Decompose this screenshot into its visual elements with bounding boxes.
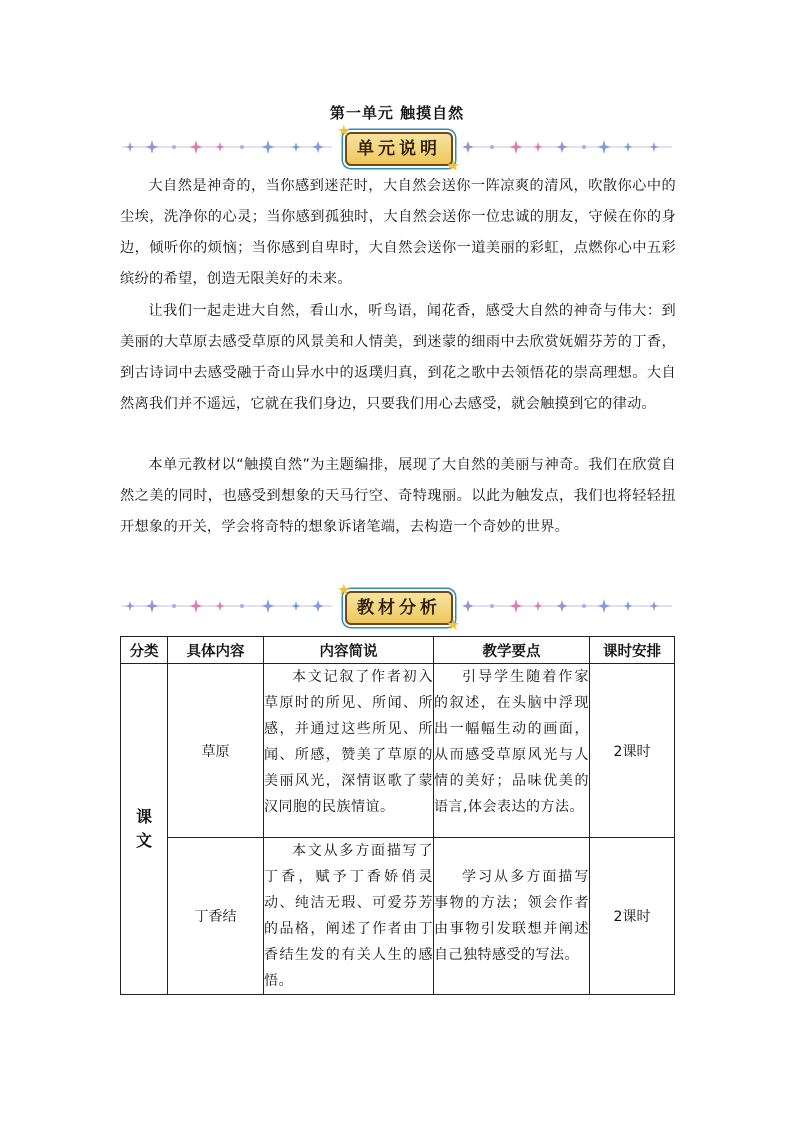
category-cell: 课文	[121, 664, 168, 995]
header-content: 具体内容	[168, 637, 264, 664]
intro-paragraph-3: 本单元教材以“触摸自然”为主题编排，展现了大自然的美丽与神奇。我们在欣赏自然之美的同时，也感受到想象的天马行空、奇特瑰丽。以此为触发点，我们也将轻轻扭开想象的开关，学会将奇特的想象诉诸笔端，去构造一个奇妙的世界。	[120, 457, 676, 535]
lesson-summary: 本文记叙了作者初入草原时的所见、所闻、所感，并通过这些所见、所闻、所感，赞美了草原的美丽风光，深情讴歌了蒙汉同胞的民族情谊。	[264, 664, 434, 838]
lesson-points: 学习从多方面描写事物的方法；领会作者由事物引发联想并阐述自己独特感受的写法。	[434, 838, 590, 995]
lesson-hours: 2课时	[590, 664, 675, 838]
table-row	[121, 838, 675, 995]
section-badge-analysis: ★ 教材分析 ★	[338, 583, 459, 633]
lesson-table	[120, 636, 675, 995]
header-category: 分类	[121, 637, 168, 664]
lesson-name: 丁香结	[168, 838, 264, 995]
table-header-row	[121, 637, 675, 664]
star-icon: ★	[338, 124, 350, 139]
header-summary: 内容简说	[264, 637, 434, 664]
table-row	[121, 664, 675, 838]
lesson-summary: 本文从多方面描写了丁香，赋予丁香娇俏灵动、纯洁无瑕、可爱芬芳的品格，阐述了作者由丁香结生发的有关人生的感悟。	[264, 838, 434, 995]
star-icon: ★	[447, 159, 459, 174]
header-hours: 课时安排	[590, 637, 675, 664]
intro-paragraph-2: 让我们一起走进大自然，看山水，听鸟语，闻花香，感受大自然的神奇与伟大：到美丽的大草原去感受草原的风景美和人情美，到迷蒙的细雨中去欣赏妩媚芬芳的丁香，到古诗词中去感受融于奇山异水中的返璞归真，到花之歌中去领悟花的崇高理想。大自然离我们并不遥远，它就在我们身边，只要我们用心去感受，就会触摸到它的律动。	[120, 303, 676, 412]
lesson-name: 草原	[168, 664, 264, 838]
section-badge-unit-note: ★ 单元说明 ★	[338, 124, 459, 174]
star-icon: ★	[447, 618, 459, 633]
lesson-points: 引导学生随着作家的叙述，在头脑中浮现出一幅幅生动的画面，从而感受草原风光与人情的美好；品味优美的语言,体会表达的方法。	[434, 664, 590, 838]
page-title: 第一单元 触摸自然	[329, 104, 465, 122]
star-icon: ★	[338, 583, 350, 598]
intro-paragraph-1: 大自然是神奇的，当你感到迷茫时，大自然会送你一阵凉爽的清风，吹散你心中的尘埃，洗净你的心灵；当你感到孤独时，大自然会送你一位忠诚的朋友，守候在你的身边，倾听你的烦恼；当你感到自卑时，大自然会送你一道美丽的彩虹，点燃你心中五彩缤纷的希望，创造无限美好的未来。	[120, 178, 676, 287]
lesson-hours: 2课时	[590, 838, 675, 995]
header-teaching-points: 教学要点	[434, 637, 590, 664]
